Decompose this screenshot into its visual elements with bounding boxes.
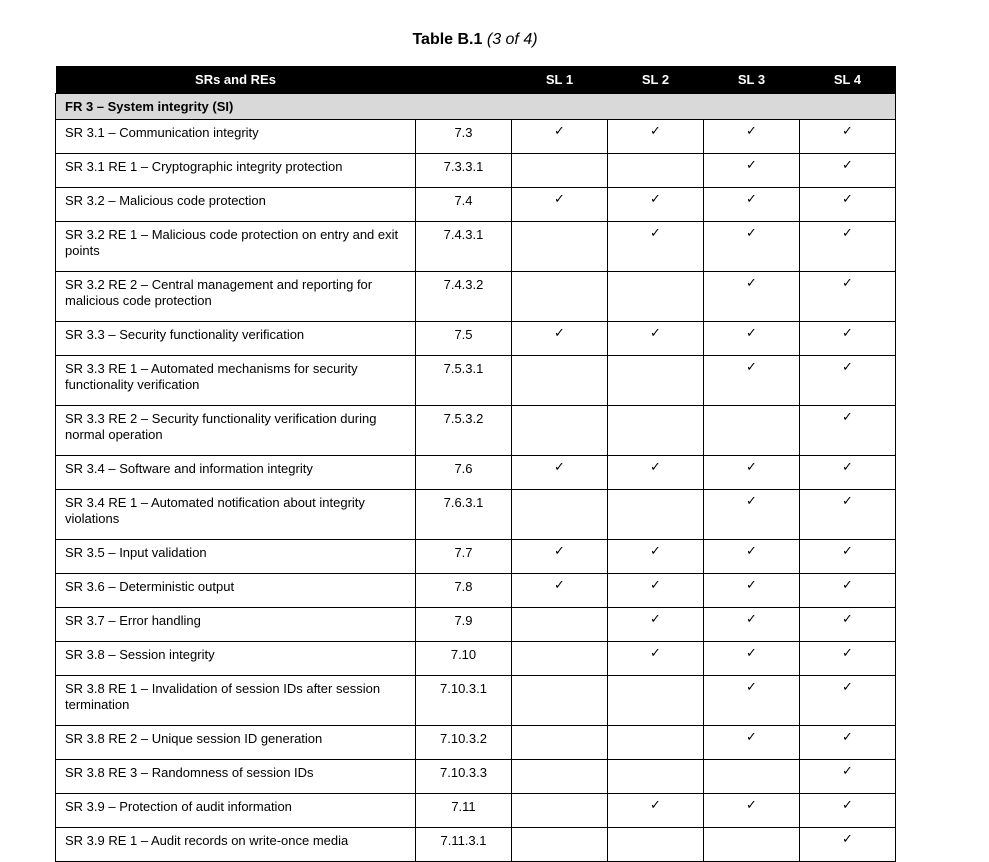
checkmark-icon: ✓ bbox=[746, 645, 757, 660]
table-title: Table B.1 bbox=[412, 31, 483, 48]
table-row bbox=[56, 794, 896, 828]
header-sl1: SL 1 bbox=[512, 66, 608, 94]
sl4-cell bbox=[800, 760, 896, 794]
section-number: 7.10 bbox=[416, 642, 512, 676]
sl4-cell bbox=[800, 608, 896, 642]
header-section bbox=[416, 66, 512, 94]
sl4-cell bbox=[800, 490, 896, 540]
sl2-cell bbox=[608, 676, 704, 726]
table-row bbox=[56, 222, 896, 272]
sl3-cell bbox=[704, 574, 800, 608]
checkmark-icon: ✓ bbox=[554, 577, 565, 592]
checkmark-icon: ✓ bbox=[842, 409, 853, 424]
table-row bbox=[56, 828, 896, 862]
sl1-cell bbox=[512, 574, 608, 608]
table-row bbox=[56, 540, 896, 574]
sl1-cell bbox=[512, 676, 608, 726]
sl2-cell bbox=[608, 794, 704, 828]
checkmark-icon: ✓ bbox=[842, 797, 853, 812]
requirement-name: SR 3.2 RE 2 – Central management and reporting for malicious code protection bbox=[56, 272, 416, 322]
sl1-cell bbox=[512, 490, 608, 540]
checkmark-icon: ✓ bbox=[650, 325, 661, 340]
table-row bbox=[56, 406, 896, 456]
table-row bbox=[56, 188, 896, 222]
requirement-name: SR 3.5 – Input validation bbox=[56, 540, 416, 574]
sl2-cell bbox=[608, 188, 704, 222]
header-srs-and-res: SRs and REs bbox=[56, 66, 416, 94]
sl3-cell bbox=[704, 272, 800, 322]
checkmark-icon: ✓ bbox=[842, 645, 853, 660]
table-row bbox=[56, 760, 896, 794]
section-number: 7.10.3.1 bbox=[416, 676, 512, 726]
sl2-cell bbox=[608, 456, 704, 490]
sl4-cell bbox=[800, 120, 896, 154]
checkmark-icon: ✓ bbox=[842, 359, 853, 374]
checkmark-icon: ✓ bbox=[746, 359, 757, 374]
table-row bbox=[56, 272, 896, 322]
sl2-cell bbox=[608, 726, 704, 760]
checkmark-icon: ✓ bbox=[650, 191, 661, 206]
sl4-cell bbox=[800, 188, 896, 222]
sl4-cell bbox=[800, 322, 896, 356]
checkmark-icon: ✓ bbox=[842, 577, 853, 592]
sl4-cell bbox=[800, 456, 896, 490]
requirement-name: SR 3.4 RE 1 – Automated notification about integrity violations bbox=[56, 490, 416, 540]
sl2-cell bbox=[608, 356, 704, 406]
requirement-name: SR 3.2 – Malicious code protection bbox=[56, 188, 416, 222]
sl3-cell bbox=[704, 608, 800, 642]
checkmark-icon: ✓ bbox=[746, 225, 757, 240]
requirement-name: SR 3.3 RE 2 – Security functionality verification during normal operation bbox=[56, 406, 416, 456]
sl2-cell bbox=[608, 574, 704, 608]
section-number: 7.9 bbox=[416, 608, 512, 642]
sl3-cell bbox=[704, 154, 800, 188]
table-row bbox=[56, 356, 896, 406]
sr-table bbox=[55, 66, 896, 862]
checkmark-icon: ✓ bbox=[842, 191, 853, 206]
checkmark-icon: ✓ bbox=[554, 123, 565, 138]
section-number: 7.4.3.2 bbox=[416, 272, 512, 322]
sl2-cell bbox=[608, 642, 704, 676]
requirement-name: SR 3.1 RE 1 – Cryptographic integrity protection bbox=[56, 154, 416, 188]
sl4-cell bbox=[800, 540, 896, 574]
sl2-cell bbox=[608, 222, 704, 272]
sl4-cell bbox=[800, 406, 896, 456]
group-label: FR 3 – System integrity (SI) bbox=[56, 94, 896, 120]
sl1-cell bbox=[512, 642, 608, 676]
checkmark-icon: ✓ bbox=[842, 763, 853, 778]
section-number: 7.11.3.1 bbox=[416, 828, 512, 862]
checkmark-icon: ✓ bbox=[842, 543, 853, 558]
requirement-name: SR 3.8 – Session integrity bbox=[56, 642, 416, 676]
checkmark-icon: ✓ bbox=[842, 325, 853, 340]
sl2-cell bbox=[608, 608, 704, 642]
sl3-cell bbox=[704, 676, 800, 726]
sl3-cell bbox=[704, 490, 800, 540]
sl1-cell bbox=[512, 356, 608, 406]
sl1-cell bbox=[512, 222, 608, 272]
requirement-name: SR 3.3 RE 1 – Automated mechanisms for security functionality verification bbox=[56, 356, 416, 406]
sl1-cell bbox=[512, 188, 608, 222]
sl1-cell bbox=[512, 322, 608, 356]
sl2-cell bbox=[608, 828, 704, 862]
sl2-cell bbox=[608, 760, 704, 794]
checkmark-icon: ✓ bbox=[650, 543, 661, 558]
header-sl2: SL 2 bbox=[608, 66, 704, 94]
section-number: 7.5.3.1 bbox=[416, 356, 512, 406]
checkmark-icon: ✓ bbox=[746, 577, 757, 592]
sl3-cell bbox=[704, 406, 800, 456]
sl2-cell bbox=[608, 406, 704, 456]
requirement-name: SR 3.8 RE 2 – Unique session ID generation bbox=[56, 726, 416, 760]
checkmark-icon: ✓ bbox=[746, 157, 757, 172]
requirement-name: SR 3.8 RE 1 – Invalidation of session IDs after session termination bbox=[56, 676, 416, 726]
sl3-cell bbox=[704, 356, 800, 406]
sl3-cell bbox=[704, 828, 800, 862]
table-subtitle: (3 of 4) bbox=[486, 31, 538, 48]
table-row bbox=[56, 490, 896, 540]
requirement-name: SR 3.4 – Software and information integrity bbox=[56, 456, 416, 490]
sl1-cell bbox=[512, 608, 608, 642]
section-number: 7.11 bbox=[416, 794, 512, 828]
section-number: 7.6 bbox=[416, 456, 512, 490]
table-row bbox=[56, 120, 896, 154]
header-sl3: SL 3 bbox=[704, 66, 800, 94]
section-number: 7.10.3.3 bbox=[416, 760, 512, 794]
sl3-cell bbox=[704, 760, 800, 794]
sl2-cell bbox=[608, 154, 704, 188]
checkmark-icon: ✓ bbox=[842, 275, 853, 290]
sl1-cell bbox=[512, 456, 608, 490]
section-number: 7.3 bbox=[416, 120, 512, 154]
sl4-cell bbox=[800, 154, 896, 188]
requirement-name: SR 3.8 RE 3 – Randomness of session IDs bbox=[56, 760, 416, 794]
sl2-cell bbox=[608, 490, 704, 540]
table-row bbox=[56, 456, 896, 490]
checkmark-icon: ✓ bbox=[650, 123, 661, 138]
section-number: 7.4 bbox=[416, 188, 512, 222]
sl4-cell bbox=[800, 356, 896, 406]
sl3-cell bbox=[704, 322, 800, 356]
checkmark-icon: ✓ bbox=[842, 157, 853, 172]
sl4-cell bbox=[800, 828, 896, 862]
requirement-name: SR 3.7 – Error handling bbox=[56, 608, 416, 642]
section-number: 7.5.3.2 bbox=[416, 406, 512, 456]
sl3-cell bbox=[704, 794, 800, 828]
checkmark-icon: ✓ bbox=[650, 577, 661, 592]
checkmark-icon: ✓ bbox=[746, 729, 757, 744]
sl1-cell bbox=[512, 794, 608, 828]
checkmark-icon: ✓ bbox=[650, 645, 661, 660]
checkmark-icon: ✓ bbox=[842, 679, 853, 694]
table-row bbox=[56, 574, 896, 608]
checkmark-icon: ✓ bbox=[746, 325, 757, 340]
sl4-cell bbox=[800, 676, 896, 726]
sl3-cell bbox=[704, 456, 800, 490]
header-sl4: SL 4 bbox=[800, 66, 896, 94]
section-number: 7.8 bbox=[416, 574, 512, 608]
table-row bbox=[56, 726, 896, 760]
requirement-name: SR 3.1 – Communication integrity bbox=[56, 120, 416, 154]
sl2-cell bbox=[608, 120, 704, 154]
sl4-cell bbox=[800, 272, 896, 322]
section-number: 7.5 bbox=[416, 322, 512, 356]
requirement-name: SR 3.9 RE 1 – Audit records on write-once media bbox=[56, 828, 416, 862]
table-row bbox=[56, 154, 896, 188]
checkmark-icon: ✓ bbox=[650, 459, 661, 474]
checkmark-icon: ✓ bbox=[842, 831, 853, 846]
requirement-name: SR 3.6 – Deterministic output bbox=[56, 574, 416, 608]
table-header-row bbox=[56, 66, 896, 94]
sl3-cell bbox=[704, 188, 800, 222]
table-row bbox=[56, 322, 896, 356]
checkmark-icon: ✓ bbox=[842, 729, 853, 744]
sl3-cell bbox=[704, 540, 800, 574]
checkmark-icon: ✓ bbox=[746, 493, 757, 508]
sl2-cell bbox=[608, 272, 704, 322]
checkmark-icon: ✓ bbox=[554, 459, 565, 474]
sl1-cell bbox=[512, 154, 608, 188]
sl2-cell bbox=[608, 322, 704, 356]
section-number: 7.4.3.1 bbox=[416, 222, 512, 272]
sl1-cell bbox=[512, 760, 608, 794]
checkmark-icon: ✓ bbox=[650, 611, 661, 626]
table-row bbox=[56, 676, 896, 726]
sl3-cell bbox=[704, 642, 800, 676]
checkmark-icon: ✓ bbox=[746, 679, 757, 694]
checkmark-icon: ✓ bbox=[554, 543, 565, 558]
section-number: 7.6.3.1 bbox=[416, 490, 512, 540]
checkmark-icon: ✓ bbox=[746, 123, 757, 138]
checkmark-icon: ✓ bbox=[842, 493, 853, 508]
sl3-cell bbox=[704, 222, 800, 272]
sl3-cell bbox=[704, 726, 800, 760]
requirement-name: SR 3.9 – Protection of audit information bbox=[56, 794, 416, 828]
sl1-cell bbox=[512, 272, 608, 322]
table-row bbox=[56, 608, 896, 642]
checkmark-icon: ✓ bbox=[650, 225, 661, 240]
checkmark-icon: ✓ bbox=[842, 459, 853, 474]
checkmark-icon: ✓ bbox=[746, 611, 757, 626]
checkmark-icon: ✓ bbox=[842, 123, 853, 138]
section-number: 7.10.3.2 bbox=[416, 726, 512, 760]
checkmark-icon: ✓ bbox=[842, 225, 853, 240]
sl1-cell bbox=[512, 540, 608, 574]
sl4-cell bbox=[800, 222, 896, 272]
sl4-cell bbox=[800, 642, 896, 676]
table-caption bbox=[0, 31, 950, 49]
checkmark-icon: ✓ bbox=[746, 543, 757, 558]
sl4-cell bbox=[800, 794, 896, 828]
checkmark-icon: ✓ bbox=[746, 797, 757, 812]
checkmark-icon: ✓ bbox=[554, 191, 565, 206]
requirement-name: SR 3.2 RE 1 – Malicious code protection on entry and exit points bbox=[56, 222, 416, 272]
sl4-cell bbox=[800, 726, 896, 760]
section-number: 7.3.3.1 bbox=[416, 154, 512, 188]
sl1-cell bbox=[512, 828, 608, 862]
checkmark-icon: ✓ bbox=[650, 797, 661, 812]
checkmark-icon: ✓ bbox=[746, 191, 757, 206]
group-row bbox=[56, 94, 896, 120]
sl1-cell bbox=[512, 406, 608, 456]
section-number: 7.7 bbox=[416, 540, 512, 574]
requirement-name: SR 3.3 – Security functionality verification bbox=[56, 322, 416, 356]
sl1-cell bbox=[512, 726, 608, 760]
table-row bbox=[56, 642, 896, 676]
sl1-cell bbox=[512, 120, 608, 154]
sl4-cell bbox=[800, 574, 896, 608]
sl2-cell bbox=[608, 540, 704, 574]
sl3-cell bbox=[704, 120, 800, 154]
checkmark-icon: ✓ bbox=[842, 611, 853, 626]
checkmark-icon: ✓ bbox=[746, 459, 757, 474]
checkmark-icon: ✓ bbox=[554, 325, 565, 340]
checkmark-icon: ✓ bbox=[746, 275, 757, 290]
